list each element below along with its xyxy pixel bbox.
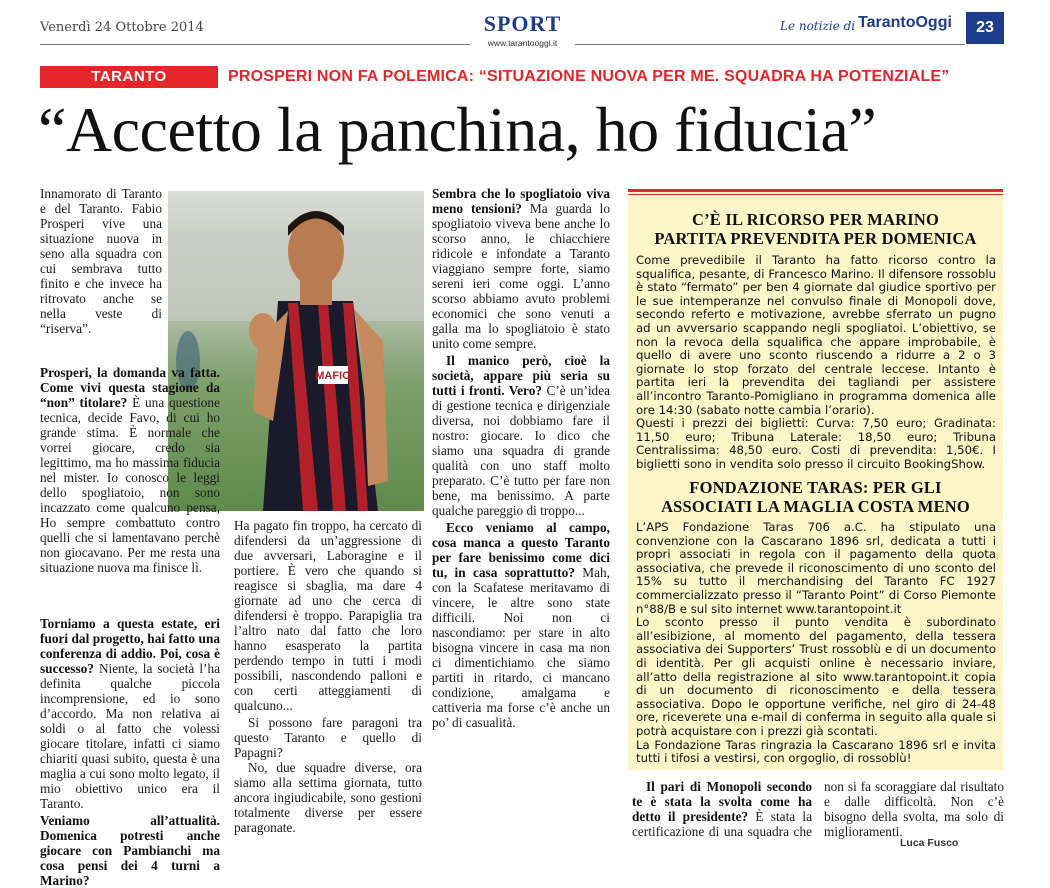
sidebox-rule-thick xyxy=(628,189,1003,192)
kicker-tag: TARANTO xyxy=(91,68,167,85)
answer-4: Ma guarda lo spogliatoio viveva bene anche lo scorso anno, le chiacchiere ridicole e infondate a Taranto viaggiano sempre forte, siamo sereni ieri come oggi. L’anno scorso abbiamo avuto problemi economici che sono venuti a galla ma lo spogliatoio è stato unito come sempre. xyxy=(432,201,611,351)
section-title: SPORT xyxy=(483,11,562,36)
answer-5: C’è un’idea di gestione tecnica e dirigenziale diversa, noi dobbiamo fare il nostro: giocare. Io dico che siamo una squadra di grande qualità con uno staff molto preparato. C’è tutto per fare non bene, ma benissimo. A parte qualche pareggio di troppo... xyxy=(432,383,610,518)
header-rule-right xyxy=(575,44,965,45)
sidebox-body-2 xyxy=(636,521,996,766)
sidebox-body-2-discount: Lo sconto presso il punto vendita è subordinato all’esibizione, al momento del pagamento, della tessera associativa dei Supporters’ Trust rossoblù e di un documento di identità. Per gli acquisti online è necessario inviare, all’atto della registrazione al sito www.tarantopoint.it copia di un documento di riconoscimento e della tessera associativa. Dopo le opportune verifiche, nel giro di 24-48 ore, riceverete una e-mail di conferma in seguito alla quale si potrà acquistare con i prezzi già scontati. xyxy=(636,615,996,738)
headline: “Accetto la panchina, ho fiducia” xyxy=(38,94,877,165)
issue-date: Venerdì 24 Ottobre 2014 xyxy=(40,20,204,35)
newspaper-logo: TarantoOggi xyxy=(858,14,952,31)
sidebox-title-2-line2: ASSOCIATI LA MAGLIA COSTA MENO xyxy=(661,497,970,516)
article-col1-block2 xyxy=(40,616,220,888)
intro-text: Innamorato di Taranto e del Taranto. Fabio Prosperi vive una situazione nuova in seno alla squadra con cui sembrava tutto finito e che invece ha ritrovato anche se nella veste di “riserva”. xyxy=(40,186,162,336)
sidebox-body-1-prices: Questi i prezzi dei biglietti: Curva: 7,50 euro; Gradinata: 11,50 euro; Tribuna Laterale: 18,50 euro; Tribuna Centralissima: 48,50 euro. Costi di prevendita: 1,50€. I biglietti sono in vendita solo presso il circuito BookingShow. xyxy=(636,416,996,471)
sidebox-body-2-thanks: La Fondazione Taras ringrazia la Cascarano 1896 srl e invita tutti i tifosi a vestirsi, con orgoglio, di rossoblù! xyxy=(636,737,996,766)
kicker-title: PROSPERI NON FA POLEMICA: “SITUAZIONE NUOVA PER ME. SQUADRA HA POTENZIALE” xyxy=(228,68,950,85)
article-col3 xyxy=(432,186,610,730)
question-1: Prosperi, la domanda va fatta. Come vivi questa stagione da “non” titolare? xyxy=(40,365,220,410)
question-papagni: Si possono fare paragoni tra questo Taranto e quello di Papagni? xyxy=(234,715,422,760)
sidebox-title-1 xyxy=(628,210,1003,248)
author-signature: Luca Fusco xyxy=(900,837,959,849)
sidebox-body-1-text: Come prevedibile il Taranto ha fatto ricorso contro la squalifica, pesante, di Francesco Marino. Il difensore rossoblu è stato “fermato” per ben 4 giornate dal giudice sportivo per le sue intemperanze nel convulso finale di Monopoli dove, secondo referto e motivazione, avrebbe sferrato un pugno ad un avversario scappando negli spogliatoi. L’obiettivo, se non la revoca della squalifica che appare improbabile, è quello di avere uno sconto riuscendo a ridurre a 2 o 3 giornate lo stop forzato del centrale leccese. Intanto è partita ieri la prevendita dei tagliandi per assistere all’incontro Taranto-Pomigliano in programma domenica alle ore 14:30 (sabato notte cambia l’orario). xyxy=(636,253,996,417)
sidebox-body-2-text: L’APS Fondazione Taras 706 a.C. ha stipulato una convenzione con la Cascarano 1896 srl, dedicata a tutti i propri associati in regola con il pagamento della quota associativa, che prevede il riconoscimento di uno sconto del 15% su tutto il merchandising del Taranto FC 1927 commercializzato presso il “Taranto Point” di Corso Piemonte n°88/B e sul sito internet www.tarantopoint.it xyxy=(636,520,996,616)
answer-6: Mah, con la Scafatese meritavamo di vincere, le altre sono state difficili. Noi non ci nascondiamo: per stare in alto bisogna vincere in casa ma non ci dimentichiamo che siamo partiti in ritardo, ci mancano condizione, amalgama e cattiveria ma forse c’è anche un po’ di casualità. xyxy=(432,565,610,730)
answer-7: È stata la certificazione di una squadra che non si fa scoraggiare dal risultato e dalle difficoltà. Non c’è bisogno della svolta, ma solo di miglioramenti. xyxy=(632,779,1004,839)
question-6: Ecco veniamo al campo, cosa manca a questo Taranto per fare benissimo come dici tu, in casa soprattutto? xyxy=(432,520,610,580)
answer-2: Niente, la società l’ha definita qualche piccola incomprensione, ed io sono d’accordo. Ma non relativa ai soldi o al fatto che volessi giocare titolare, infatti ci siamo chiariti quasi subito, questa è una maglia a cui sono molto legato, il mio obiettivo unico era il Taranto. xyxy=(40,661,220,811)
question-5: Il manico però, cioè la società, appare più seria su tutti i fronti. Vero? xyxy=(432,353,610,398)
notizie-label: Le notizie di xyxy=(780,19,856,33)
answer-3: Ha pagato fin troppo, ha cercato di difendersi da un’aggressione di due avversari, Laboragine e il portiere. È vero che quando si reagisce si sbaglia, ma dare 4 giornate ad uno che cerca di difendersi è troppo. Parapiglia tra l’altro nato dal fatto che loro hanno esasperato la partita perdendo tempo in tutti i modi possibili, nascondendo palloni e con certi atteggiamenti di qualcuno... xyxy=(234,518,422,713)
article-final-question xyxy=(632,779,1004,839)
sidebox-rule-thin xyxy=(628,194,1003,195)
article-intro xyxy=(40,186,162,336)
sidebox-body-1 xyxy=(636,254,996,472)
question-2: Torniamo a questa estate, eri fuori dal progetto, hai fatto una conferenza di addio. Poi, cosa è successo? xyxy=(40,616,220,676)
article-col2 xyxy=(234,518,422,835)
site-url[interactable]: www.tarantooggi.it xyxy=(487,38,558,48)
sidebox-title-2 xyxy=(628,478,1003,516)
shirt-sponsor-text: MAFIO xyxy=(315,370,351,382)
header-rule-left xyxy=(40,44,470,45)
answer-papagni: No, due squadre diverse, ora siamo alla settima giornata, tutto ancora ingiudicabile, sono gestioni totalmente diverse per essere paragonate. xyxy=(234,760,422,835)
page-number: 23 xyxy=(966,12,1004,44)
question-7: Il pari di Monopoli secondo te è stata la svolta come ha detto il presidente? xyxy=(632,779,812,824)
question-3: Veniamo all’attualità. Domenica potresti anche giocare con Pambianchi ma cosa pensi dei 4 turni a Marino? xyxy=(40,813,220,888)
article-col1-block xyxy=(40,365,220,575)
sidebox-title-1-line1: C’È IL RICORSO PER MARINO xyxy=(691,210,940,229)
answer-1: È una questione tecnica, decide Favo, di cui ho grande stima. È normale che vorrei giocare, credo sia legittimo, ma ho massima fiducia nel mister. Io conosco le leggi dello spogliatoio, non sono incazzato come qualcuno pensa, Ho sempre combattuto contro quelli che si lamentavano perchè non giocavano. Per me resta una situazione nuova ma finisce lì. xyxy=(40,395,220,575)
question-4: Sembra che lo spogliatoio viva meno tensioni? xyxy=(432,186,610,216)
sidebox-title-2-line1: FONDAZIONE TARAS: PER GLI xyxy=(689,478,942,497)
sidebox-title-1-line2: PARTITA PREVENDITA PER DOMENICA xyxy=(654,229,977,248)
